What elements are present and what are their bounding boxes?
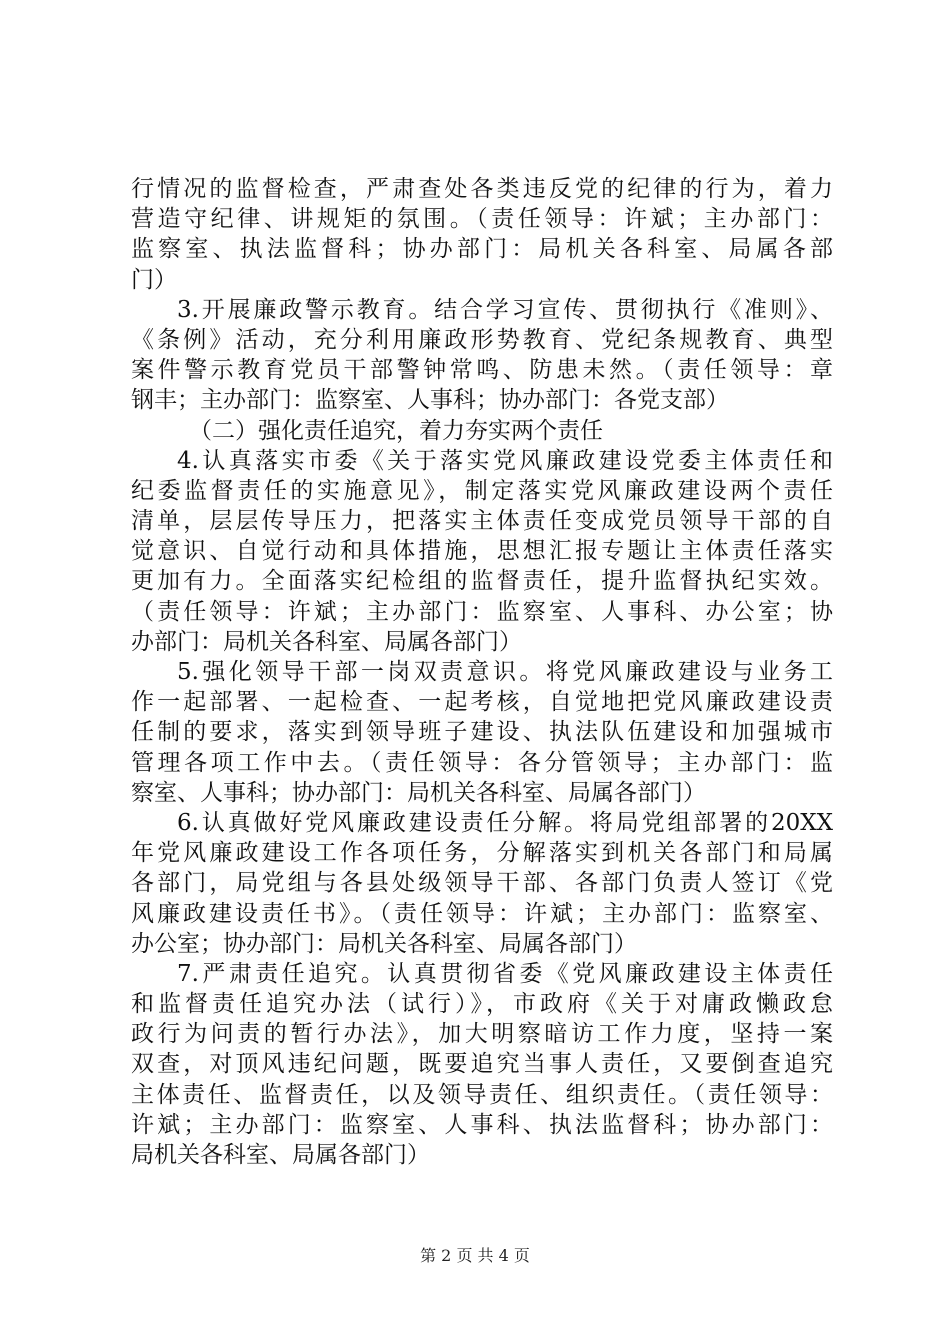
- text-line: 作一起部署、一起检查、一起考核，自觉地把党风廉政建设责: [131, 689, 833, 716]
- paragraph-start-4: 4.认真落实市委《关于落实党风廉政建设党委主体责任和: [177, 447, 833, 474]
- paragraph-start-6: 6.认真做好党风廉政建设责任分解。将局党组部署的20XX: [177, 809, 833, 836]
- text-line: 任制的要求，落实到领导班子建设、执法队伍建设和加强城市: [131, 719, 833, 746]
- text-line: 办公室；协办部门：局机关各科室、局属各部门）: [131, 930, 637, 957]
- text-line: 风廉政建设责任书》。（责任领导：许斌；主办部门：监察室、: [131, 900, 833, 927]
- text-line: 《条例》活动，充分利用廉政形势教育、党纪条规教育、典型: [131, 326, 833, 353]
- text-line: （责任领导：许斌；主办部门：监察室、人事科、办公室；协: [131, 598, 833, 625]
- text-line: 年党风廉政建设工作各项任务，分解落实到机关各部门和局属: [131, 840, 833, 867]
- text-line: 纪委监督责任的实施意见》，制定落实党风廉政建设两个责任: [131, 477, 833, 504]
- text-line: 营造守纪律、讲规矩的氛围。（责任领导：许斌；主办部门：: [131, 206, 833, 233]
- paragraph-start-7: 7.严肃责任追究。认真贯彻省委《党风廉政建设主体责任: [177, 960, 833, 987]
- text-line: 清单，层层传导压力，把落实主体责任变成党员领导干部的自: [131, 508, 833, 535]
- text-line: 政行为问责的暂行办法》，加大明察暗访工作力度，坚持一案: [131, 1021, 833, 1048]
- page-number-footer: 第 2 页 共 4 页: [420, 1246, 530, 1265]
- text-line: 管理各项工作中去。（责任领导：各分管领导；主办部门：监: [131, 749, 833, 776]
- text-line: 许斌；主办部门：监察室、人事科、执法监督科；协办部门：: [131, 1111, 833, 1138]
- body-text: [131, 174, 833, 1170]
- text-line: 各部门，局党组与各县处级领导干部、各部门负责人签订《党: [131, 870, 833, 897]
- paragraph-start-3: 3.开展廉政警示教育。结合学习宣传、贯彻执行《准则》、: [177, 296, 833, 323]
- text-line: 局机关各科室、局属各部门）: [131, 1142, 430, 1168]
- text-line: 行情况的监督检查，严肃查处各类违反党的纪律的行为，着力: [131, 176, 833, 202]
- paragraph-start-5: 5.强化领导干部一岗双责意识。将党风廉政建设与业务工: [177, 659, 833, 685]
- text-line: 察室、人事科；协办部门：局机关各科室、局属各部门）: [131, 779, 706, 806]
- text-line: 钢丰；主办部门：监察室、人事科；协办部门：各党支部）: [131, 387, 729, 414]
- text-line: 门）: [131, 266, 177, 293]
- text-line: 双查，对顶风违纪问题，既要追究当事人责任，又要倒查追究: [131, 1051, 833, 1078]
- text-line: 监察室、执法监督科；协办部门：局机关各科室、局属各部: [131, 236, 833, 263]
- text-line: 觉意识、自觉行动和具体措施，思想汇报专题让主体责任落实: [131, 538, 833, 565]
- text-line: 办部门：局机关各科室、局属各部门）: [131, 628, 522, 655]
- text-line: 更加有力。全面落实纪检组的监督责任，提升监督执纪实效。: [131, 568, 833, 595]
- section-heading: （二）强化责任追究，着力夯实两个责任: [189, 417, 603, 444]
- text-line: 案件警示教育党员干部警钟常鸣、防患未然。（责任领导：章: [131, 357, 833, 384]
- text-line: 和监督责任追究办法（试行）》，市政府《关于对庸政懒政怠: [131, 991, 833, 1018]
- text-line: 主体责任、监督责任，以及领导责任、组织责任。（责任领导：: [131, 1081, 833, 1108]
